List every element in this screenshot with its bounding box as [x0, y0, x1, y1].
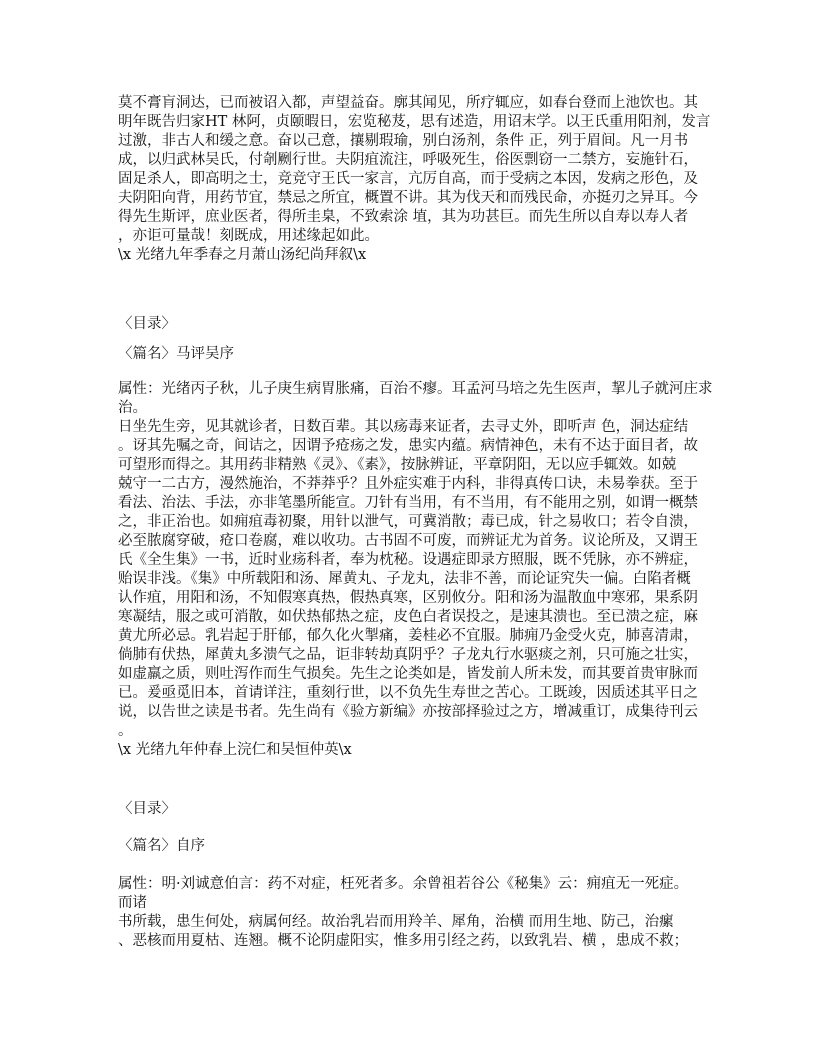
text-line: 必至脓腐穿破，疮口卷腐，难以收功。古书固不可废，而辨证尤为首务。议论所及，又谓王	[118, 533, 698, 549]
chapter-title-ma-ping-wu-xu: 〈篇名〉马评吴序	[118, 346, 234, 362]
text-line: 寒凝结，服之或可消散，如伏热郁热之症，皮色白者误投之，是速其溃也。至已溃之症，麻	[118, 609, 698, 625]
text-line: 属性：光绪丙子秋，儿子庚生病胃胀痛，百治不瘳。耳孟河马培之先生医声，挈儿子就河庄求	[118, 381, 713, 397]
text-line: 已。爰亟觅旧本，首请详注，重刻行世，以不负先生寿世之苦心。工既竣，因质述其平日之	[118, 685, 698, 701]
preface-wu-paragraph	[118, 380, 718, 760]
text-line: \x 光绪九年仲春上浣仁和吴恒仲英\x	[118, 742, 352, 758]
toc-marker: 〈目录〉	[118, 801, 176, 817]
text-line: 书所载，患生何处，病属何经。故治乳岩而用羚羊、犀角，治横 而用生地、防己，治瘰	[118, 914, 674, 930]
text-line: 日坐先生旁，见其就诊者，日数百辈。其以疡毒来证者，去寻丈外，即听声 色，洞达症结	[118, 419, 689, 435]
text-line: 。讶其先嘱之奇，间诘之，因谓予疮疡之发，患实内蕴。病情神色，未有不达于面目者，故	[118, 438, 698, 454]
text-line: 氏《全生集》一书，近时业疡科者，奉为枕秘。设遇症即录方照服，既不凭脉，亦不辨症，	[118, 552, 698, 568]
text-line: 倘肺有伏热，犀黄丸多溃气之品，讵非转劫真阴乎？子龙丸行水驱痰之剂，只可施之壮实，	[118, 647, 698, 663]
text-line: 说，以告世之读是书者。先生尚有《验方新编》亦按部择验过之方，增减重订，成集待刊云	[118, 704, 698, 720]
text-line: 可望形而得之。其用药非精熟《灵》、《素》，按脉辨证，平章阴阳，无以应手辄效。如兢	[118, 457, 677, 473]
text-line: 认作疽，用阳和汤，不知假寒真热，假热真寒，区别攸分。阳和汤为温散血中寒邪，果系阴	[118, 590, 698, 606]
text-line: 之，非正治也。如痈疽毒初聚，用针以泄气，可冀消散；毒已成，针之易收口；若令自溃，	[118, 514, 698, 530]
text-line: 如虚羸之质，则吐泻作而生气损矣。先生之论类如是，皆发前人所未发，而其要首贵审脉而	[118, 666, 698, 682]
text-line: 。	[118, 723, 133, 739]
text-line: 看法、治法、手法，亦非笔墨所能宣。刀针有当用，有不当用，有不能用之别，如谓一概禁	[118, 495, 698, 511]
chapter-title-zi-xu: 〈篇名〉自序	[118, 838, 205, 854]
text-line: 得先生斯评，庶业医者，得所圭臬，不致索涂 埴，其为功甚巨。而先生所以自寿以寿人者	[118, 209, 689, 225]
text-line: 成，以归武林吴氏，付剞劂行世。夫阴疽流注，呼吸死生，俗医剽窃一二禁方，妄施针石，	[118, 152, 698, 168]
text-line: 、恶核而用夏枯、连翘。概不论阴虚阳实，惟多用引经之药，以致乳岩、横 ，患成不救；	[118, 933, 689, 949]
text-line: 而诸	[118, 895, 147, 911]
text-line: ，亦讵可量哉！刻既成，用述缘起如此。	[118, 228, 379, 244]
self-preface-paragraph	[118, 875, 718, 951]
text-line: 莫不膏肓洞达，已而被诏入都，声望益奋。廓其闻见，所疗辄应，如春台登而上池饮也。其	[118, 95, 698, 111]
toc-marker: 〈目录〉	[118, 316, 176, 332]
text-line: 属性：明·刘诚意伯言：药不对症，枉死者多。余曾祖若谷公《秘集》云：痈疽无一死症。	[118, 876, 689, 892]
text-line: 夫阴阳向背，用药节宜，禁忌之所宜，概置不讲。其为伐天和而残民命，亦挺刃之异耳。今	[118, 190, 698, 206]
text-line: 贻误非浅。《集》中所载阳和汤、犀黄丸、子龙丸，法非不善，而论证究失一偏。白陷者概	[118, 571, 691, 587]
text-line: \x 光绪九年季春之月萧山汤纪尚拜叙\x	[118, 247, 367, 263]
preface-tang-paragraph	[118, 94, 718, 265]
text-line: 治。	[118, 400, 147, 416]
text-line: 黄尤所必忌。乳岩起于肝郁，郁久化火掣痛，姜桂必不宜服。肺痈乃金受火克，肺喜清肃，	[118, 628, 698, 644]
text-line: 固足杀人，即高明之士，竞竞守王氏一家言，亢厉自高，而于受病之本因，发病之形色，及	[118, 171, 698, 187]
text-line: 明年既告归家HT 林阿，贞颐暇日，宏览秘芨，思有述造，用诏末学。以王氏重用阳剂，发言	[118, 114, 711, 130]
text-line: 兢守一二古方，漫然施治，不莽莽乎？且外症实难于内科，非得真传口诀，未易拳获。至于	[118, 476, 698, 492]
text-line: 过激，非古人和缓之意。奋以己意，攘剔瑕瑜，别白汤剂，条件 正，列于眉间。凡一月书	[118, 133, 689, 149]
